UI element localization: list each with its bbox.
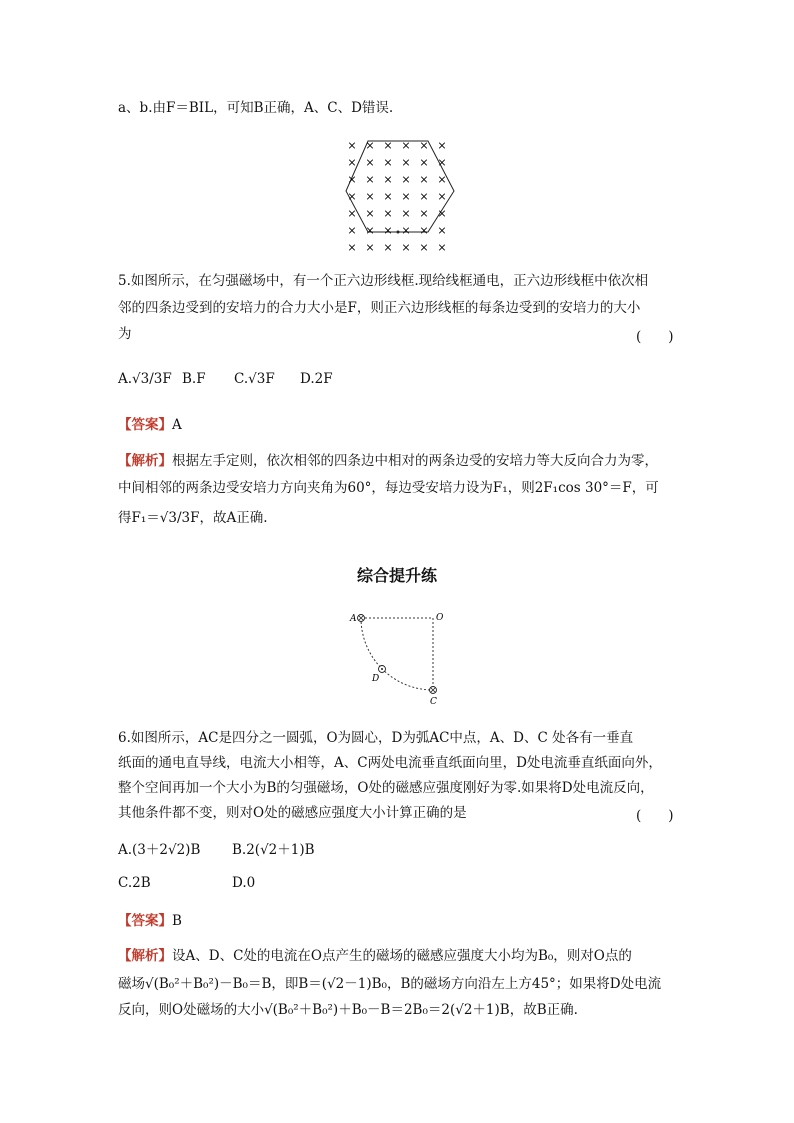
- field-cross-symbol: ×: [347, 224, 357, 237]
- wire-c-into-page: [430, 687, 437, 694]
- answer-value: A: [172, 417, 182, 433]
- q6-answer-blank: ( ): [636, 808, 674, 824]
- q5-option-a: A.√3/3F: [118, 371, 172, 387]
- field-cross-symbol: ×: [437, 190, 447, 203]
- field-cross-symbol: ×: [365, 156, 375, 169]
- q5-option-d: D.2F: [300, 371, 333, 387]
- q6-stem-line3: 整个空间再加一个大小为B的匀强磁场，O处的磁感应强度刚好为零.如果将D处电流反向，: [118, 780, 654, 796]
- q5-stem-line2: 邻的四条边受到的安培力的合力大小是F，则正六边形线框的每条边受到的安培力的大小: [118, 300, 641, 316]
- field-cross-symbol: ×: [383, 190, 393, 203]
- field-cross-symbol: ×: [365, 139, 375, 152]
- hexagon-contact-dot: [397, 231, 400, 234]
- analysis-label: 【解析】: [118, 453, 172, 469]
- field-cross-symbol: ×: [437, 207, 447, 220]
- q6-option-a: A.(3＋2√2)B: [118, 842, 201, 858]
- q5-option-b: B.F: [182, 371, 206, 387]
- field-cross-symbol: ×: [365, 173, 375, 186]
- field-cross-symbol: ×: [383, 241, 393, 254]
- q5-stem-line3: 为: [118, 326, 132, 342]
- field-cross-symbol: ×: [437, 156, 447, 169]
- label-d: D: [372, 674, 380, 684]
- field-cross-symbol: ×: [365, 241, 375, 254]
- q5-answer: [118, 416, 182, 434]
- figure-quarter-arc: [348, 608, 458, 708]
- analysis-label: 【解析】: [118, 948, 172, 964]
- field-cross-symbol: ×: [401, 190, 411, 203]
- label-o: O: [436, 613, 444, 623]
- field-cross-symbol: ×: [419, 173, 429, 186]
- field-cross-symbol: ×: [365, 190, 375, 203]
- field-cross-symbol: ×: [365, 207, 375, 220]
- field-cross-symbol: ×: [401, 173, 411, 186]
- field-cross-symbol: ×: [383, 207, 393, 220]
- section-heading: 综合提升练: [356, 566, 437, 585]
- q6-option-c: C.2B: [118, 875, 151, 891]
- field-cross-symbol: ×: [401, 241, 411, 254]
- q6-answer: [118, 912, 182, 930]
- wire-d-out-of-page: [379, 666, 386, 673]
- field-cross-symbol: ×: [419, 224, 429, 237]
- q5-analysis-line1: [118, 452, 658, 470]
- field-cross-symbol: ×: [347, 241, 357, 254]
- q6-analysis-line1: [118, 947, 632, 965]
- label-a: A: [350, 614, 357, 624]
- field-cross-symbol: ×: [347, 156, 357, 169]
- q5-analysis-line3: 得F₁＝√3/3F，故A正确.: [118, 510, 268, 526]
- q6-analysis-line3: 反向，则O处磁场的大小√(B₀²＋B₀²)＋B₀－B＝2B₀＝2(√2＋1)B，故B正确.: [118, 1002, 578, 1018]
- field-cross-symbol: ×: [347, 173, 357, 186]
- q6-analysis-line2: 磁场√(B₀²＋B₀²)－B₀＝B，即B＝(√2－1)B₀，B的磁场方向沿左上方45°；如果将D处电流: [118, 976, 662, 992]
- field-cross-symbol: ×: [347, 207, 357, 220]
- answer-label: 【答案】: [118, 417, 172, 433]
- field-cross-symbol: ×: [401, 156, 411, 169]
- field-cross-symbol: ×: [347, 139, 357, 152]
- analysis-text: 根据左手定则，依次相邻的四条边中相对的两条边受的安培力等大反向合力为零，: [172, 453, 658, 469]
- q6-stem-line4: 其他条件都不变，则对O处的磁感应强度大小计算正确的是: [118, 805, 467, 821]
- analysis-text: 设A、D、C处的电流在O点产生的磁场的磁感应强度大小均为B₀，则对O点的: [172, 948, 632, 964]
- field-cross-symbol: ×: [419, 190, 429, 203]
- q6-option-b: B.2(√2＋1)B: [232, 842, 315, 858]
- field-cross-symbol: ×: [401, 139, 411, 152]
- field-cross-symbol: ×: [401, 224, 411, 237]
- q5-answer-blank: ( ): [636, 329, 674, 345]
- q4-tail-text: a、b.由F＝BIL，可知B正确，A、C、D错误.: [118, 100, 394, 116]
- q6-option-d: D.0: [232, 875, 256, 891]
- field-cross-symbol: ×: [401, 207, 411, 220]
- q6-stem-line1: 6.如图所示，AC是四分之一圆弧，O为圆心，D为弧AC中点，A、D、C 处各有一垂直: [118, 730, 634, 746]
- field-cross-symbol: ×: [347, 190, 357, 203]
- field-cross-symbol: ×: [419, 207, 429, 220]
- field-cross-symbol: ×: [419, 241, 429, 254]
- field-cross-symbol: ×: [437, 241, 447, 254]
- field-cross-symbol: ×: [437, 139, 447, 152]
- field-cross-symbol: ×: [383, 224, 393, 237]
- field-cross-symbol: ×: [383, 156, 393, 169]
- field-cross-symbol: ×: [383, 173, 393, 186]
- answer-label: 【答案】: [118, 913, 172, 929]
- answer-value: B: [172, 913, 182, 929]
- field-cross-symbol: ×: [419, 156, 429, 169]
- field-cross-symbol: ×: [437, 224, 447, 237]
- q6-stem-line2: 纸面的通电直导线，电流大小相等，A、C两处电流垂直纸面向里，D处电流垂直纸面向外，: [118, 755, 662, 771]
- field-cross-symbol: ×: [437, 173, 447, 186]
- field-cross-symbol: ×: [383, 139, 393, 152]
- figure-hexagon-field: [340, 135, 470, 260]
- label-c: C: [430, 697, 437, 707]
- field-cross-symbol: ×: [419, 139, 429, 152]
- q5-option-c: C.√3F: [234, 371, 275, 387]
- q5-analysis-line2: 中间相邻的两条边受安培力方向夹角为60°，每边受安培力设为F₁，则2F₁cos 30°＝F，可: [118, 480, 659, 496]
- q5-stem-line1: 5.如图所示，在匀强磁场中，有一个正六边形线框.现给线框通电，正六边形线框中依次相: [118, 273, 649, 289]
- wire-a-into-page: [358, 615, 365, 622]
- field-cross-symbol: ×: [365, 224, 375, 237]
